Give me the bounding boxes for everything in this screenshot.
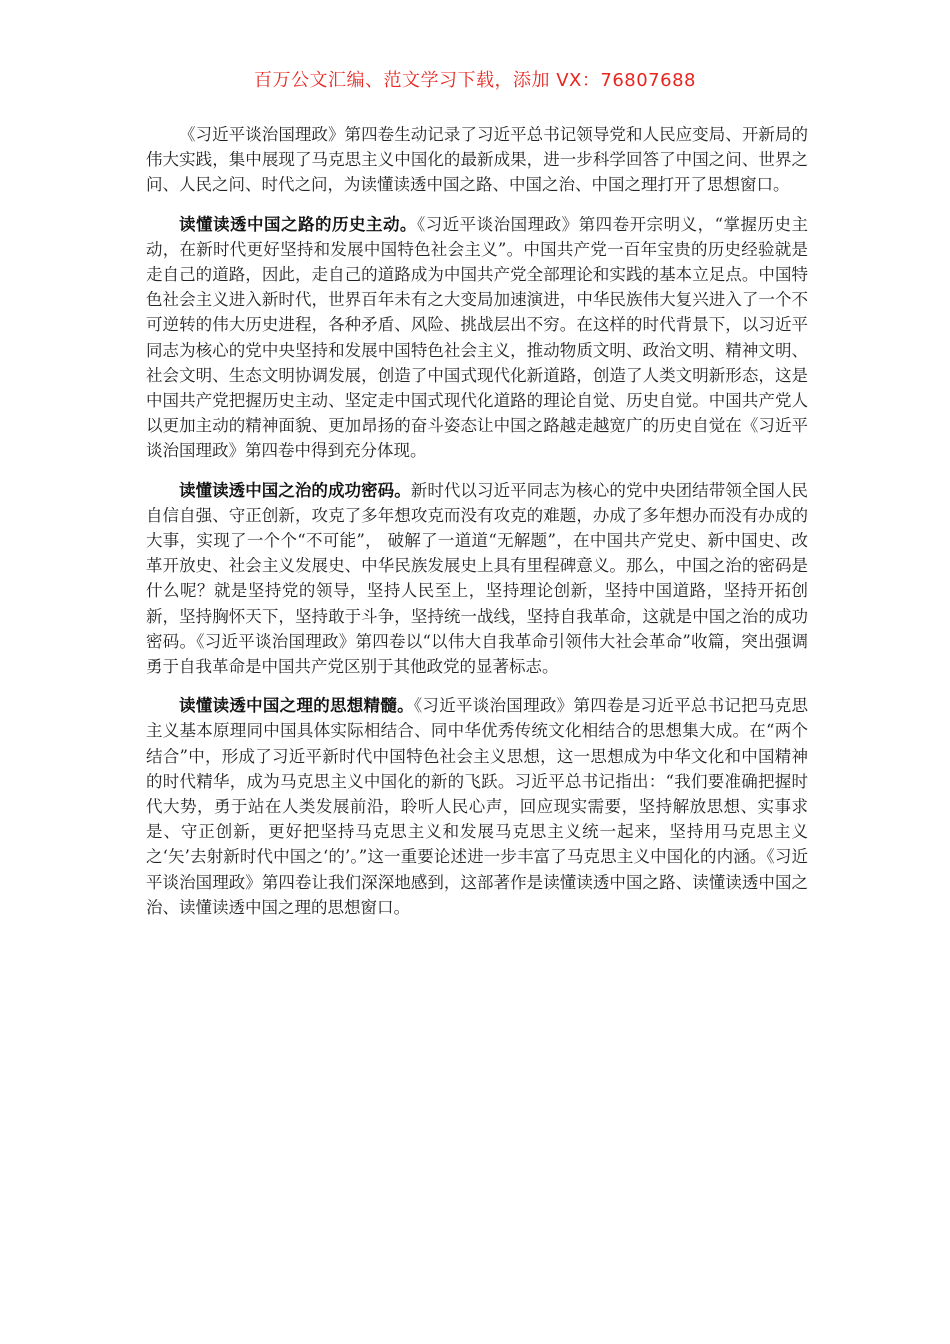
section-heading-road: 读懂读透中国之路的历史主动。 [179, 214, 417, 234]
section-paragraph-theory [146, 693, 808, 920]
section-paragraph-road [146, 212, 808, 464]
article-body [146, 122, 808, 934]
section-paragraph-governance [146, 478, 808, 680]
section-heading-theory: 读懂读透中国之理的思想精髓。 [179, 696, 414, 716]
section-body-theory: 《习近平谈治国理政》第四卷是习近平总书记把马克思主义基本原理同中国具体实际相结合、同中华优秀传统文化相结合的思想集大成。在“两个结合”中，形成了习近平新时代中国特色社会主义思想，这一思想成为中华文化和中国精神的时代精华，成为马克思主义中国化的新的飞跃。习近平总书记指出：“我们要准确把握时代大势，勇于站在人类发展前沿，聆听人民心声，回应现实需要，坚持解放思想、实事求是、守正创新，更好把坚持马克思主义和发展马克思主义统一起来，坚持用马克思主义之‘矢’去射新时代中国之‘的’。”这一重要论述进一步丰富了马克思主义中国化的内涵。《习近平谈治国理政》第四卷让我们深深地感到，这部著作是读懂读透中国之路、读懂读透中国之治、读懂读透中国之理的思想窗口。 [146, 696, 809, 917]
section-body-governance: 新时代以习近平同志为核心的党中央团结带领全国人民自信自强、守正创新，攻克了多年想攻克而没有攻克的难题，办成了多年想办而没有办成的大事，实现了一个个“不可能”， 破解了一道道“无解题”，在中国共产党史、新中国史、改革开放史、社会主义发展史、中华民族发展史上具有里程碑意义。那么，中国之治的密码是什么呢？就是坚持党的领导，坚持人民至上，坚持理论创新，坚持中国道路，坚持开拓创新，坚持胸怀天下，坚持敢于斗争，坚持统一战线，坚持自我革命，这就是中国之治的成功密码。《习近平谈治国理政》第四卷以“以伟大自我革命引领伟大社会革命”收篇，突出强调勇于自我革命是中国共产党区别于其他政党的显著标志。 [146, 480, 809, 677]
section-body-road: 《习近平谈治国理政》第四卷开宗明义，“掌握历史主动，在新时代更好坚持和发展中国特色社会主义”。中国共产党一百年宝贵的历史经验就是走自己的道路，因此，走自己的道路成为中国共产党全部理论和实践的基本立足点。中国特色社会主义进入新时代，世界百年未有之大变局加速演进，中华民族伟大复兴进入了一个不可逆转的伟大历史进程，各种矛盾、风险、挑战层出不穷。在这样的时代背景下，以习近平同志为核心的党中央坚持和发展中国特色社会主义，推动物质文明、政治文明、精神文明、社会文明、生态文明协调发展，创造了中国式现代化新道路，创造了人类文明新形态，这是中国共产党把握历史主动、坚定走中国式现代化道路的理论自觉、历史自觉。中国共产党人以更加主动的精神面貌、更加昂扬的奋斗姿态让中国之路越走越宽广的历史自觉在《习近平谈治国理政》第四卷中得到充分体现。 [146, 214, 809, 461]
header-banner: 百万公文汇编、范文学习下载，添加 VX：76807688 [254, 70, 696, 91]
section-heading-governance: 读懂读透中国之治的成功密码。 [179, 480, 411, 500]
intro-paragraph: 《习近平谈治国理政》第四卷生动记录了习近平总书记领导党和人民应变局、开新局的伟大实践，集中展现了马克思主义中国化的最新成果，进一步科学回答了中国之问、世界之问、人民之问、时代之问，为读懂读透中国之路、中国之治、中国之理打开了思想窗口。 [146, 125, 808, 195]
